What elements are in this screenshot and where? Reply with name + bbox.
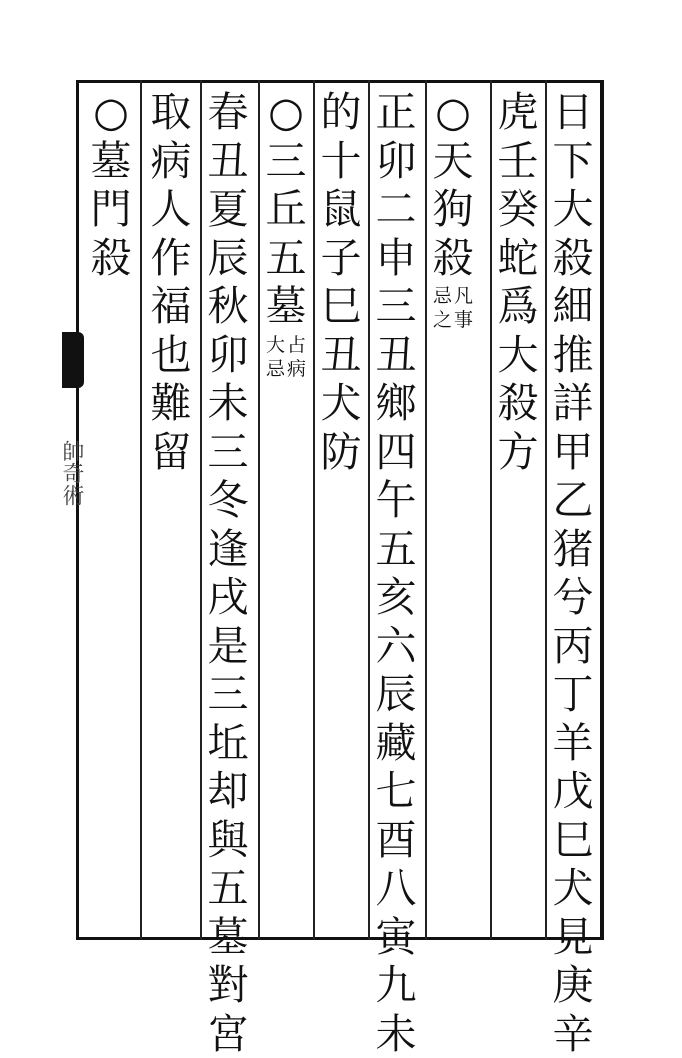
glyph: 天 bbox=[433, 137, 474, 186]
glyph: 下 bbox=[553, 137, 594, 186]
glyph: 坵 bbox=[208, 719, 249, 768]
glyph: ○ bbox=[435, 88, 471, 137]
column-rule bbox=[545, 80, 547, 940]
text-column-9 bbox=[88, 88, 134, 282]
glyph: 殺 bbox=[433, 234, 474, 283]
glyph: 秋 bbox=[208, 282, 249, 331]
glyph: 七 bbox=[376, 767, 417, 816]
glyph: 蛇 bbox=[498, 234, 539, 283]
note-glyph: 大 bbox=[266, 333, 285, 357]
column-rule bbox=[490, 80, 492, 940]
glyph: 五 bbox=[376, 525, 417, 574]
glyph: 日 bbox=[553, 88, 594, 137]
glyph: 鼠 bbox=[321, 185, 362, 234]
glyph: 正 bbox=[376, 88, 417, 137]
glyph: 巳 bbox=[321, 282, 362, 331]
glyph: 殺 bbox=[91, 234, 132, 283]
glyph: 丁 bbox=[553, 670, 594, 719]
note-line bbox=[287, 333, 306, 381]
glyph: 是 bbox=[208, 622, 249, 671]
glyph: 壬 bbox=[498, 137, 539, 186]
glyph: 六 bbox=[376, 622, 417, 671]
glyph: 病 bbox=[151, 137, 192, 186]
glyph: 藏 bbox=[376, 719, 417, 768]
interlinear-note bbox=[266, 333, 306, 381]
text-column-1 bbox=[550, 88, 596, 1058]
glyph: ○ bbox=[93, 88, 129, 137]
edge-title: 帥奇術 bbox=[56, 440, 87, 506]
glyph: 門 bbox=[91, 185, 132, 234]
text-column-3 bbox=[430, 88, 476, 332]
glyph: 却 bbox=[208, 767, 249, 816]
interlinear-note bbox=[433, 284, 473, 332]
column-rule bbox=[368, 80, 370, 940]
glyph: 辛 bbox=[553, 1010, 594, 1058]
note-line bbox=[433, 284, 452, 332]
glyph: 墓 bbox=[208, 913, 249, 962]
glyph: 辰 bbox=[208, 234, 249, 283]
glyph: 作 bbox=[151, 234, 192, 283]
glyph: 卯 bbox=[208, 331, 249, 380]
glyph: 福 bbox=[151, 282, 192, 331]
glyph: 亥 bbox=[376, 573, 417, 622]
glyph: 戊 bbox=[553, 767, 594, 816]
glyph: 與 bbox=[208, 816, 249, 865]
glyph: 冬 bbox=[208, 476, 249, 525]
binding-tab bbox=[62, 332, 84, 388]
glyph: 大 bbox=[553, 185, 594, 234]
glyph: 犬 bbox=[321, 379, 362, 428]
text-column-4 bbox=[373, 88, 419, 1058]
glyph: 春 bbox=[208, 88, 249, 137]
glyph: 留 bbox=[151, 428, 192, 477]
glyph: 犬 bbox=[553, 864, 594, 913]
glyph: 寅 bbox=[376, 913, 417, 962]
note-glyph: 病 bbox=[287, 357, 306, 381]
glyph: 五 bbox=[266, 234, 307, 283]
glyph: 細 bbox=[553, 282, 594, 331]
glyph: 甲 bbox=[553, 428, 594, 477]
glyph: 辰 bbox=[376, 670, 417, 719]
glyph: 殺 bbox=[498, 379, 539, 428]
glyph: 丑 bbox=[208, 137, 249, 186]
glyph: 逢 bbox=[208, 525, 249, 574]
glyph: 也 bbox=[151, 331, 192, 380]
glyph: 五 bbox=[208, 864, 249, 913]
glyph: 丑 bbox=[321, 331, 362, 380]
glyph: 丑 bbox=[376, 331, 417, 380]
glyph: 夏 bbox=[208, 185, 249, 234]
glyph: 墓 bbox=[91, 137, 132, 186]
glyph: 大 bbox=[498, 331, 539, 380]
glyph: 取 bbox=[151, 88, 192, 137]
glyph: 防 bbox=[321, 428, 362, 477]
text-column-8 bbox=[148, 88, 194, 476]
glyph: 三 bbox=[208, 670, 249, 719]
note-glyph: 忌 bbox=[433, 284, 452, 308]
glyph: 詳 bbox=[553, 379, 594, 428]
glyph: 卯 bbox=[376, 137, 417, 186]
glyph: 鄉 bbox=[376, 379, 417, 428]
glyph: 十 bbox=[321, 137, 362, 186]
glyph: 三 bbox=[208, 428, 249, 477]
note-line bbox=[454, 284, 473, 332]
text-column-6 bbox=[263, 88, 309, 381]
glyph: ○ bbox=[268, 88, 304, 137]
note-glyph: 占 bbox=[287, 333, 306, 357]
column-rule bbox=[425, 80, 427, 940]
glyph: 的 bbox=[321, 88, 362, 137]
note-glyph: 事 bbox=[454, 308, 473, 332]
glyph: 三 bbox=[376, 282, 417, 331]
glyph: 乙 bbox=[553, 476, 594, 525]
glyph: 二 bbox=[376, 185, 417, 234]
glyph: 丙 bbox=[553, 622, 594, 671]
note-glyph: 凡 bbox=[454, 284, 473, 308]
glyph: 宮 bbox=[208, 1010, 249, 1058]
glyph: 酉 bbox=[376, 816, 417, 865]
glyph: 未 bbox=[208, 379, 249, 428]
glyph: 戌 bbox=[208, 573, 249, 622]
glyph: 丘 bbox=[266, 185, 307, 234]
text-column-7 bbox=[205, 88, 251, 1058]
glyph: 未 bbox=[376, 1010, 417, 1058]
glyph: 八 bbox=[376, 864, 417, 913]
glyph: 申 bbox=[376, 234, 417, 283]
glyph: 九 bbox=[376, 961, 417, 1010]
glyph: 巳 bbox=[553, 816, 594, 865]
column-rule bbox=[140, 80, 142, 940]
note-glyph: 忌 bbox=[266, 357, 285, 381]
glyph: 難 bbox=[151, 379, 192, 428]
note-line bbox=[266, 333, 285, 381]
text-column-2 bbox=[495, 88, 541, 476]
glyph: 癸 bbox=[498, 185, 539, 234]
glyph: 方 bbox=[498, 428, 539, 477]
glyph: 兮 bbox=[553, 573, 594, 622]
glyph: 三 bbox=[266, 137, 307, 186]
column-rule bbox=[313, 80, 315, 940]
column-rule bbox=[258, 80, 260, 940]
glyph: 虎 bbox=[498, 88, 539, 137]
note-glyph: 之 bbox=[433, 308, 452, 332]
glyph: 四 bbox=[376, 428, 417, 477]
glyph: 對 bbox=[208, 961, 249, 1010]
glyph: 殺 bbox=[553, 234, 594, 283]
glyph: 爲 bbox=[498, 282, 539, 331]
glyph: 羊 bbox=[553, 719, 594, 768]
glyph: 推 bbox=[553, 331, 594, 380]
glyph: 狗 bbox=[433, 185, 474, 234]
text-column-5 bbox=[318, 88, 364, 476]
glyph: 猪 bbox=[553, 525, 594, 574]
glyph: 子 bbox=[321, 234, 362, 283]
column-rule bbox=[200, 80, 202, 940]
glyph: 庚 bbox=[553, 961, 594, 1010]
glyph: 午 bbox=[376, 476, 417, 525]
glyph: 墓 bbox=[266, 282, 307, 331]
glyph: 人 bbox=[151, 185, 192, 234]
glyph: 見 bbox=[553, 913, 594, 962]
